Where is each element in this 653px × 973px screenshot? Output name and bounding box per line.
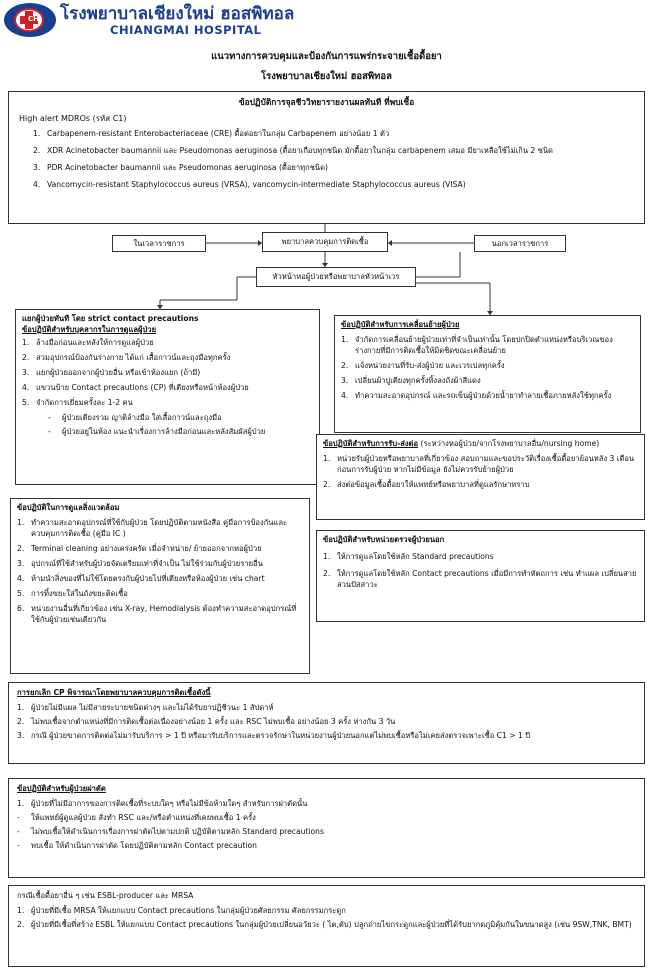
care-list [22,337,313,408]
list-item-number: - [17,841,20,850]
list-item-number: 3. [17,559,25,568]
list-item [17,905,636,916]
flow-connectors [0,0,653,320]
list-item [17,730,636,741]
list-item [22,397,313,408]
list-item [22,337,313,348]
list-item [17,517,303,539]
list-item-number: - [17,813,20,822]
list-item [341,375,634,386]
list-item-number: 5. [22,398,30,407]
list-item-number: 2. [17,717,25,726]
logo-letters: CH [28,15,39,23]
list-item-text: กรณี ผู้ป่วยขาดการติดต่อไม่มารับบริการ > 1 ปี หรือมารับบริการและตรวจรักษาในหน่วยงานผู้ป่วยนอกแต่ไม่พบเชื้อหรือไม่เคยส่งตรวจเพาะเชื้อ C1 > 1 ปี [31,731,531,740]
sub-list-item-text: ผู้ป่วยเตียงรวม ญาติล้างมือ ใส่เสื้อกาวน์และถุงมือ [62,413,222,422]
sub-list-item [48,412,313,423]
list-item-text: ให้แพทย์ผู้ดูแลผู้ป่วย สั่งทำ RSC และ/หรือตำแหน่งที่เคยพบเชื้อ 1 ครั้ง [31,813,256,822]
list-item-number: 1. [341,335,349,344]
off-office-hours-box: นอกเวลาราชการ [474,235,566,252]
outpatient-box [316,530,645,622]
list-item-number: 2. [17,544,25,553]
list-item [341,360,634,371]
hospital-name-thai: โรงพยาบาลเชียงใหม่ ฮอสพิทอล [60,4,295,24]
list-item-text: XDR Acinetobacter baumannii และ Pseudomonas aeruginosa (ดื้อยาเกือบทุกชนิด มักดื้อยาในกลุ่ม carbapenem เสมอ มียาเหลือใช้ไม่เกิน 2 ชนิด [47,145,553,155]
list-item [17,812,636,823]
list-item-number: 3. [33,162,41,172]
list-item [17,702,636,713]
list-item [17,573,303,584]
other-mdro-list [17,905,636,930]
list-item-number: 1. [17,906,25,915]
list-item [22,382,313,393]
head-nurse-box: หัวหน้าหอผู้ป่วยหรือพยาบาลหัวหน้าเวร [256,267,416,287]
list-item-text: ผู้ป่วยที่มีเชื้อที่สร้าง ESBL ให้แยกแบบ Contact precautions ในกลุ่มผู้ป่วยเปลี่ยนอวัยวะ ( ไต,ตับ) ปลูกถ่ายไขกระดูกและผู้ป่วยที่ได้รับยากดภูมิคุ้มกันในขนาดสูง (เช่น 9SW,TNK, BMT) [31,920,632,929]
list-item [323,479,638,490]
list-item-number: 1. [17,518,25,527]
list-item [17,919,636,930]
list-item-number: 2. [323,480,331,489]
list-item [323,551,638,562]
document-title: แนวทางการควบคุมและป้องกันการแพร่กระจายเชื้อดื้อยา [211,51,442,62]
list-item [17,588,303,599]
other-mdro-title: กรณีเชื้อดื้อยาอื่น ๆ เช่น ESBL-producer และ MRSA [17,891,194,900]
patient-transfer-box [334,315,641,433]
list-item-number: 4. [341,391,349,400]
sub-list-item-text: ผู้ป่วยอยู่ในห้อง แนะนำเรื่องการล้างมือก่อนและหลังสัมผัสผู้ป่วย [62,427,266,436]
list-item-text: จำกัดการเยี่ยมครั้งละ 1-2 คน [36,398,133,407]
list-item-text: ผู้ป่วยไม่มีแผล ไม่มีสายระบายชนิดต่างๆ และไม่ได้รับยาปฏิชีวนะ 1 สัปดาห์ [31,703,274,712]
list-item [22,367,313,378]
list-item [17,840,636,851]
surgery-list [17,798,636,851]
environment-box [10,498,310,674]
list-item-number: 1. [22,338,30,347]
list-item-text: ส่งต่อข้อมูลเชื้อดื้อยาให้แพทย์หรือพยาบาลที่ดูแลรักษาทราบ [337,480,530,489]
list-item-text: ไม่พบเชื้อจากตำแหน่งที่มีการติดเชื้อต่อเนื่องอย่างน้อย 1 ครั้ง และ RSC ไม่พบเชื้อ อย่างน้อย 3 ครั้ง ห่างกัน 3 วัน [31,717,396,726]
list-item-number: 2. [17,920,25,929]
list-item-text: จำกัดการเคลื่อนย้ายผู้ป่วยเท่าที่จำเป็นเท่านั้น โดยปกปิดตำแหน่งหรือบริเวณของร่างกายที่มีการติดเชื้อให้มิดชิดขณะเคลื่อนย้าย [355,335,613,355]
list-item [17,798,636,809]
opd-list [323,551,638,590]
list-item-text: พบเชื้อ ให้ดำเนินการผ่าตัด โดยปฏิบัติตามหลัก Contact precaution [31,841,257,850]
list-item [17,603,303,625]
list-item-number: 4. [22,383,30,392]
list-item-text: PDR Acinetobacter baumannii และ Pseudomonas aeruginosa (ดื้อยาทุกชนิด) [47,162,328,172]
list-item-text: ห้ามนำสิ่งของที่ไม่ใช้โดยตรงกับผู้ป่วยไปที่เตียงหรือห้องผู้ป่วย เช่น chart [31,574,265,583]
list-item-text: ทำความสะอาดอุปกรณ์ที่ใช้กับผู้ป่วย โดยปฏิบัติตามหนังสือ คู่มือการป้องกันและควบคุมการติดเชื้อ (คู่มือ IC ) [31,518,288,538]
list-item-text: อุปกรณ์ที่ใช้สำหรับผู้ป่วยจัดเตรียมเท่าที่จำเป็น ไม่ใช้ร่วมกับผู้ป่วยรายอื่น [31,559,263,568]
list-item-number: 2. [33,145,41,155]
environment-box-title: ข้อปฏิบัติในการดูแลสิ่งแวดล้อม [17,503,120,512]
other-mdro-box [8,885,645,967]
move-list [341,334,634,401]
list-item-text: ทำความสะอาดอุปกรณ์ และรถเข็นผู้ป่วยด้วยน้ำยาทำลายเชื้อภายหลังใช้ทุกครั้ง [355,391,612,400]
list-item-text: ผู้ป่วยที่ไม่มีอาการของการติดเชื้อที่ระบบใดๆ หรือไม่มีข้อห้ามใดๆ สำหรับการผ่าตัดนั้น [31,799,308,808]
list-item-number: 2. [323,569,331,578]
list-item [323,568,638,590]
transfer-box-title: ข้อปฏิบัติสำหรับการรับ-ส่งต่อ [323,439,419,448]
transfer-list [323,453,638,490]
list-item [341,390,634,401]
visit-sub-list [48,412,313,437]
cancel-cp-title: การยกเลิก CP พิจารณาโดยพยาบาลควบคุมการติดเชื้อดังนี้ [17,688,211,697]
list-item-number: 1. [17,799,25,808]
list-item-text: ให้การดูแลโดยใช้หลัก Standard precautions [337,552,494,561]
care-box-title: ข้อปฏิบัติสำหรับบุคลากรในการดูแลผู้ป่วย [22,325,157,334]
list-item-number: 5. [17,589,25,598]
lab-box-title: ข้อปฏิบัติการจุลชีววิทยารายงานผลทันที ที่พบเชื้อ [238,97,415,107]
list-item-text: ล้างมือก่อนและหลังให้การดูแลผู้ป่วย [36,338,154,347]
list-item-number: 2. [22,353,30,362]
cancel-cp-list [17,702,636,741]
list-item-number: 3. [22,368,30,377]
dash-bullet: - [48,427,51,436]
document-subtitle: โรงพยาบาลเชียงใหม่ ฮอสพิทอล [261,71,392,82]
in-office-hours-box: ในเวลาราชการ [112,235,206,252]
high-alert-heading: High alert MDROs (รหัส C1) [19,114,127,124]
environment-list [17,517,303,625]
referral-box [316,434,645,520]
list-item-number: 2. [341,361,349,370]
list-item-number: 1. [33,128,41,138]
surgery-box [8,778,645,878]
list-item-text: ให้การดูแลโดยใช้หลัก Contact precautions เมื่อมีการทำหัตถการ เช่น ทำแผล เปลี่ยนสายสวนปัสสาวะ [337,569,637,589]
list-item-text: แยกผู้ป่วยออกจากผู้ป่วยอื่น หรือเข้าห้องแยก (ถ้ามี) [36,368,201,377]
list-item-number: 1. [323,552,331,561]
list-item [17,716,636,727]
list-item [17,558,303,569]
list-item-number: 4. [33,179,41,189]
list-item-number: 3. [17,731,25,740]
list-item-text: แขวนป้าย Contact precautions (CP) ที่เตียงหรือหน้าห้องผู้ป่วย [36,383,249,392]
opd-box-title: ข้อปฏิบัติสำหรับหน่วยตรวจผู้ป่วยนอก [323,535,445,544]
list-item-text: ไม่พบเชื้อให้ดำเนินการเรื่องการผ่าตัดไปตามปกติ ปฏิบัติตามหลัก Standard precautions [31,827,324,836]
list-item-text: Carbapenem-resistant Enterobacteriaceae (CRE) ดื้อต่อยาในกลุ่ม Carbapenem อย่างน้อย 1 ตัว [47,128,390,138]
list-item-text: เปลี่ยนผ้าปูเตียงทุกครั้งทิ้งลงถังผ้าสีแดง [355,376,481,385]
list-item [17,826,636,837]
list-item-number: 6. [17,604,25,613]
list-item-text: สวมอุปกรณ์ป้องกันร่างกาย ได้แก่ เสื้อกาวน์และถุงมือทุกครั้ง [36,353,231,362]
list-item-number: 1. [323,454,331,463]
list-item-text: ผู้ป่วยที่มีเชื้อ MRSA ให้แยกแบบ Contact precautions ในกลุ่มผู้ป่วยศัลยกรรม ศัลยกรรมกระดูก [31,906,346,915]
list-item-text: หน่วยรับผู้ป่วยหรือพยาบาลที่เกี่ยวข้อง สอบถามและขอประวัติเรื่องเชื้อดื้อยาย้อนหลัง 3 เดือน ก่อนการรับผู้ป่วย หากไม่มีข้อมูล ยังไม่ควรรับย้ายผู้ป่วย [337,454,635,474]
surgery-box-title: ข้อปฏิบัติสำหรับผู้ป่วยผ่าตัด [17,784,106,793]
list-item-text: การทิ้งขยะใส่ในถังขยะติดเชื้อ [31,589,128,598]
list-item-number: 4. [17,574,25,583]
list-item-text: Vancomycin-resistant Staphylococcus aureus (VRSA), vancomycin-intermediate Staphylococcus aureus (VISA) [47,179,466,189]
list-item-number: - [17,827,20,836]
list-item-text: Terminal cleaning อย่างเคร่งครัด เมื่อจำหน่าย/ ย้ายออกจากหอผู้ป่วย [31,544,262,553]
list-item-text: แจ้งหน่วยงานที่รับ-ส่งผู้ป่วย และเวรเปลทุกครั้ง [355,361,505,370]
staff-care-box [15,309,320,485]
list-item-number: 3. [341,376,349,385]
transfer-box-note: (ระหว่างหอผู้ป่วย/จากโรงพยาบาลอื่น/nursing home) [420,439,600,448]
cancel-cp-box [8,682,645,764]
dash-bullet: - [48,413,51,422]
list-item [323,453,638,475]
hospital-name-english: CHIANGMAI HOSPITAL [110,23,262,37]
list-item-number: 1. [17,703,25,712]
move-box-title: ข้อปฏิบัติสำหรับการเคลื่อนย้ายผู้ป่วย [341,320,460,329]
list-item-text: หน่วยงานอื่นที่เกี่ยวข้อง เช่น X-ray, Hemodialysis ต้องทำความสะอาดอุปกรณ์ที่ใช้กับผู้ป่วยเช่นเดียวกัน [31,604,297,624]
list-item [17,543,303,554]
list-item [22,352,313,363]
list-item [341,334,634,356]
ic-nurse-box: พยาบาลควบคุมการติดเชื้อ [262,232,388,252]
isolate-heading: แยกผู้ป่วยทันที โดย strict contact precautions [22,314,199,323]
sub-list-item [48,426,313,437]
